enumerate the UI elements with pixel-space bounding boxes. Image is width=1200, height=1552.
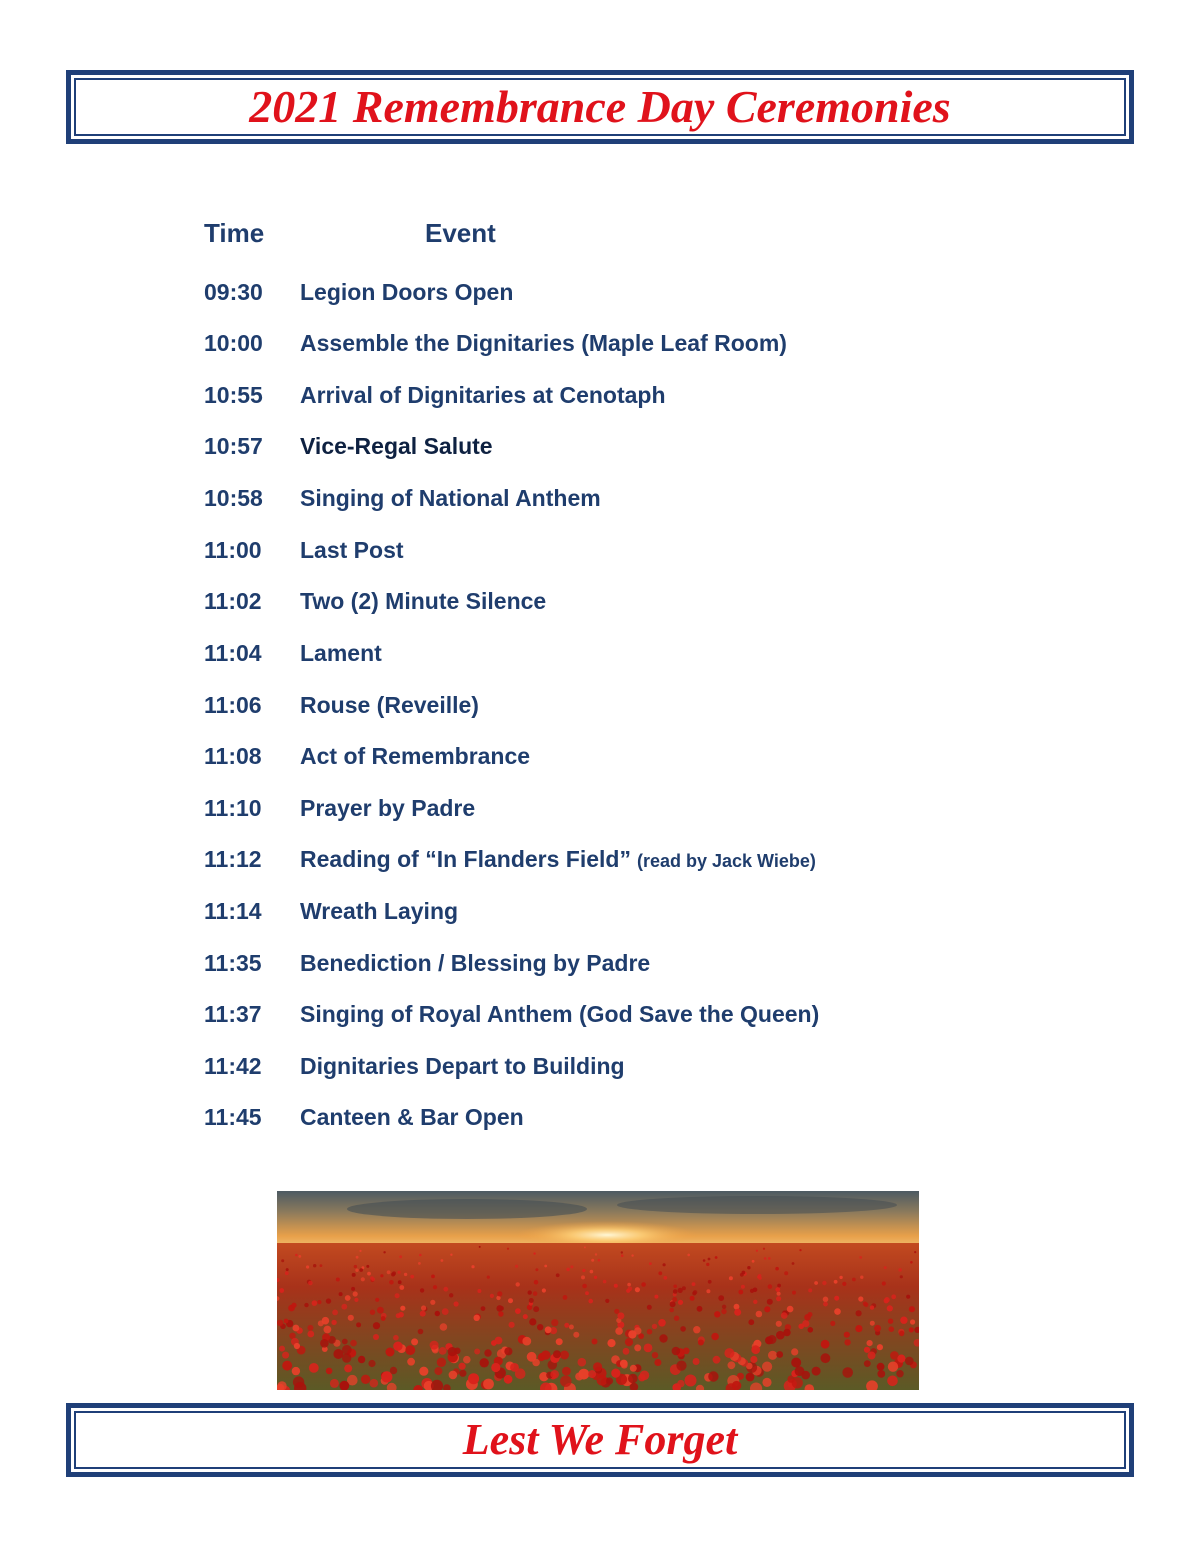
- row-event: Singing of Royal Anthem (God Save the Queen): [300, 1001, 820, 1027]
- schedule-row: [204, 898, 964, 928]
- schedule-row: [204, 537, 964, 567]
- footer-motto: Lest We Forget: [462, 1415, 738, 1464]
- row-event: Legion Doors Open: [300, 279, 514, 305]
- row-event: Two (2) Minute Silence: [300, 588, 547, 614]
- row-time: 09:30: [204, 279, 263, 305]
- schedule-row: [204, 743, 964, 773]
- row-event: Wreath Laying: [300, 898, 459, 924]
- schedule-row: [204, 382, 964, 412]
- time-column-header: Time: [204, 218, 265, 248]
- row-event: Rouse (Reveille): [300, 692, 479, 718]
- row-event: [300, 846, 816, 873]
- schedule-row: [204, 1053, 964, 1083]
- poppy-field-image: [277, 1191, 919, 1390]
- row-time: 11:37: [204, 1001, 262, 1027]
- row-event: Arrival of Dignitaries at Cenotaph: [300, 382, 666, 408]
- row-time: 11:10: [204, 795, 262, 821]
- footer-banner: [66, 1403, 1134, 1477]
- schedule-row: [204, 846, 964, 876]
- row-event: Benediction / Blessing by Padre: [300, 950, 651, 976]
- row-event: Act of Remembrance: [300, 743, 531, 769]
- schedule-row: [204, 588, 964, 618]
- row-event: Canteen & Bar Open: [300, 1104, 524, 1130]
- schedule-row: [204, 795, 964, 825]
- event-column-header: Event: [425, 218, 496, 248]
- row-time: 11:42: [204, 1053, 262, 1079]
- row-time: 11:02: [204, 588, 262, 614]
- schedule-row: [204, 692, 964, 722]
- row-time: 10:57: [204, 433, 263, 459]
- row-event: Assemble the Dignitaries (Maple Leaf Room): [300, 330, 787, 356]
- row-event-note: (read by Jack Wiebe): [636, 851, 816, 871]
- page-title: 2021 Remembrance Day Ceremonies: [249, 81, 951, 132]
- title-banner: [66, 70, 1134, 144]
- title-banner-inner-border: [74, 78, 1126, 136]
- poppy-field-illustration: [277, 1191, 919, 1390]
- row-time: 11:12: [204, 846, 262, 872]
- row-time: 11:04: [204, 640, 262, 666]
- row-time: 11:14: [204, 898, 262, 924]
- schedule-row: [204, 1104, 964, 1134]
- row-event: Dignitaries Depart to Building: [300, 1053, 625, 1079]
- row-time: 11:06: [204, 692, 262, 718]
- row-time: 11:45: [204, 1104, 262, 1130]
- row-event: Last Post: [300, 537, 404, 563]
- row-time: 11:08: [204, 743, 262, 769]
- row-time: 10:00: [204, 330, 263, 356]
- schedule-row: [204, 950, 964, 980]
- row-time: 10:55: [204, 382, 263, 408]
- row-event: Vice-Regal Salute: [300, 433, 493, 459]
- row-event-text: Reading of “In Flanders Field”: [300, 846, 631, 872]
- row-time: 10:58: [204, 485, 263, 511]
- schedule-row: [204, 433, 964, 463]
- schedule-row: [204, 485, 964, 515]
- row-event: Prayer by Padre: [300, 795, 476, 821]
- schedule-row: [204, 1001, 964, 1031]
- row-event: Lament: [300, 640, 382, 666]
- row-time: 11:35: [204, 950, 262, 976]
- footer-banner-inner-border: [74, 1411, 1126, 1469]
- row-time: 11:00: [204, 537, 262, 563]
- schedule-row: [204, 279, 964, 309]
- row-event: Singing of National Anthem: [300, 485, 601, 511]
- schedule-row: [204, 640, 964, 670]
- schedule-row: [204, 330, 964, 360]
